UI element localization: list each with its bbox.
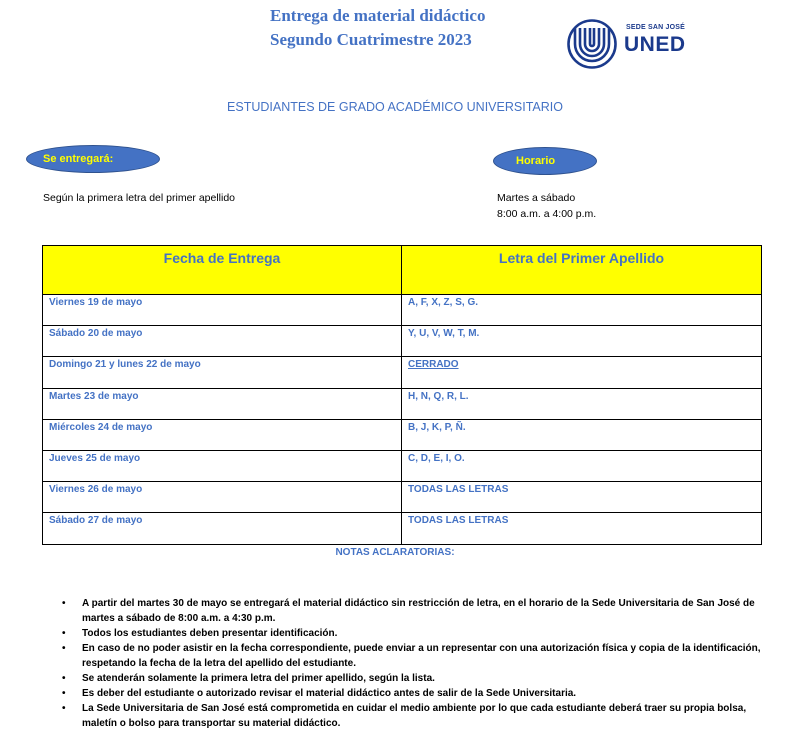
table-row — [43, 388, 762, 419]
document-subtitle: Segundo Cuatrimestre 2023 — [270, 30, 472, 49]
table-row — [43, 326, 762, 357]
schedule-label: Horario — [516, 155, 556, 167]
row-date: Martes 23 de mayo — [43, 388, 402, 419]
table-row — [43, 295, 762, 326]
list-item: • En caso de no poder asistir en la fecha correspondiente, puede enviar a un representar con una autorización física y copia de la identificación, respetando la fecha de la letra del apellido del estudiante. — [82, 641, 772, 671]
row-letters: TODAS LAS LETRAS — [402, 513, 762, 544]
schedule-days: Martes a sábado — [497, 192, 576, 204]
row-date: Sábado 20 de mayo — [43, 326, 402, 357]
delivery-label-badge — [26, 145, 160, 173]
row-date: Sábado 27 de mayo — [43, 513, 402, 544]
row-letters: Y, U, V, W, T, M. — [402, 326, 762, 357]
schedule-label-badge — [493, 147, 597, 175]
row-date: Domingo 21 y lunes 22 de mayo — [43, 357, 402, 388]
list-item: • A partir del martes 30 de mayo se entregará el material didáctico sin restricción de letra, en el horario de la Sede Universitaria de San José de martes a sábado de 8:00 a.m. a 4:30 p.m. — [82, 596, 772, 626]
list-item: • Todos los estudiantes deben presentar identificación. — [82, 626, 772, 641]
list-item: • La Sede Universitaria de San José está comprometida en cuidar el medio ambiente por lo que cada estudiante deberá traer su propia bolsa, maletín o bolso para transportar su material didáctico. — [82, 701, 772, 731]
delivery-label: Se entregará: — [43, 153, 114, 165]
row-letters: A, F, X, Z, S, G. — [402, 295, 762, 326]
table-row — [43, 357, 762, 388]
document-title: Entrega de material didáctico — [270, 6, 486, 25]
table-row — [43, 482, 762, 513]
row-date: Viernes 26 de mayo — [43, 482, 402, 513]
row-date: Miércoles 24 de mayo — [43, 419, 402, 450]
table-row — [43, 513, 762, 544]
header-date: Fecha de Entrega — [43, 246, 402, 295]
delivery-schedule-table — [42, 245, 762, 545]
row-letters: B, J, K, P, Ñ. — [402, 419, 762, 450]
header-letters: Letra del Primer Apellido — [402, 246, 762, 295]
list-item: • Es deber del estudiante o autorizado revisar el material didáctico antes de salir de la Sede Universitaria. — [82, 686, 772, 701]
row-letters-closed: CERRADO — [402, 357, 762, 388]
row-date: Jueves 25 de mayo — [43, 450, 402, 481]
table-row — [43, 450, 762, 481]
notes-list — [82, 596, 772, 731]
section-heading: ESTUDIANTES DE GRADO ACADÉMICO UNIVERSITARIO — [227, 100, 563, 114]
logo-sede-text: SEDE SAN JOSÉ — [626, 24, 686, 31]
row-letters: H, N, Q, R, L. — [402, 388, 762, 419]
logo-wordmark: UNED — [624, 33, 686, 56]
delivery-text: Según la primera letra del primer apellido — [43, 192, 236, 204]
schedule-hours: 8:00 a.m. a 4:00 p.m. — [497, 208, 597, 220]
row-date: Viernes 19 de mayo — [43, 295, 402, 326]
notes-title: NOTAS ACLARATORIAS: — [335, 547, 455, 558]
table-header-row — [43, 246, 762, 295]
row-letters: C, D, E, I, O. — [402, 450, 762, 481]
list-item: • Se atenderán solamente la primera letra del primer apellido, según la lista. — [82, 671, 772, 686]
table-row — [43, 419, 762, 450]
row-letters: TODAS LAS LETRAS — [402, 482, 762, 513]
